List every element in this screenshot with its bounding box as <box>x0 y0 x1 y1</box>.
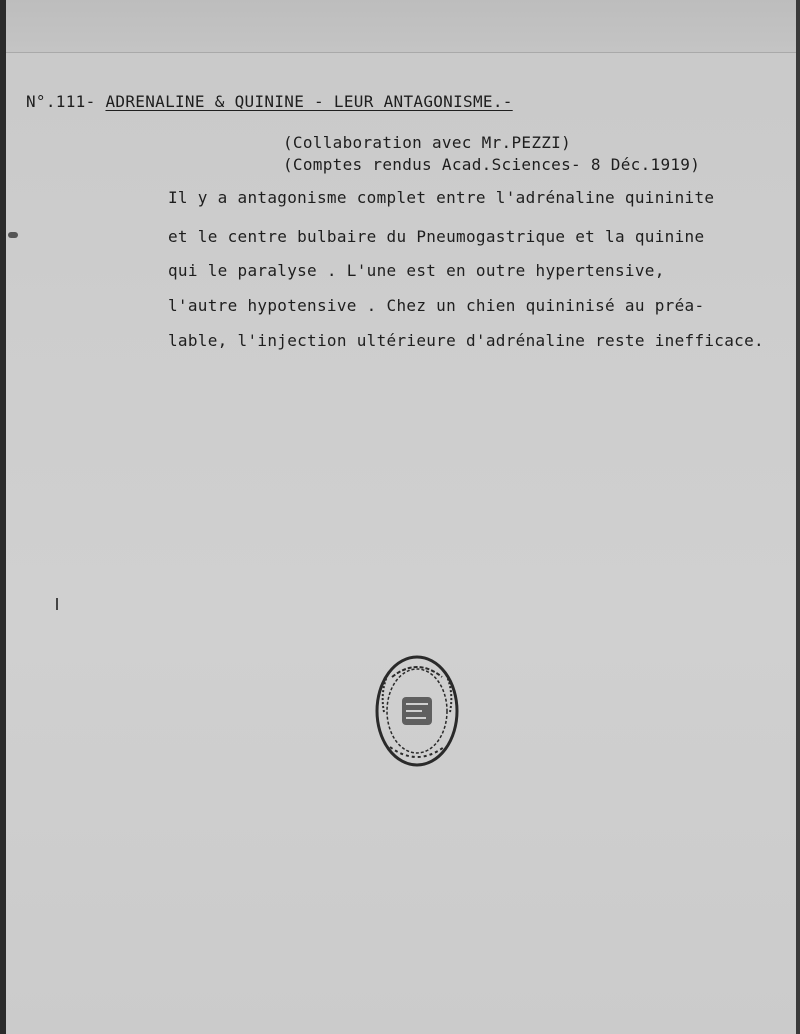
scan-mark <box>8 232 18 238</box>
document-heading <box>26 92 513 111</box>
body-line: Il y a antagonisme complet entre l'adrénaline quininite <box>168 188 715 207</box>
scan-top-margin <box>0 0 800 53</box>
body-line: lable, l'injection ultérieure d'adrénaline reste inefficace. <box>168 331 764 350</box>
body-line: et le centre bulbaire du Pneumogastrique et la quinine <box>168 227 705 246</box>
scan-mark <box>56 598 58 610</box>
reference-source: (Comptes rendus Acad.Sciences- 8 Déc.1919) <box>283 155 701 174</box>
scan-right-border <box>796 0 800 1034</box>
heading-title: ADRENALINE & QUININE - LEUR ANTAGONISME.- <box>105 92 513 111</box>
reference-collaboration: (Collaboration avec Mr.PEZZI) <box>283 133 572 152</box>
body-line: qui le paralyse . L'une est en outre hypertensive, <box>168 261 665 280</box>
library-stamp-icon <box>372 652 462 770</box>
body-line: l'autre hypotensive . Chez un chien quininisé au préa- <box>168 296 705 315</box>
heading-number: N°.111- <box>26 92 96 111</box>
scan-left-border <box>0 0 6 1034</box>
